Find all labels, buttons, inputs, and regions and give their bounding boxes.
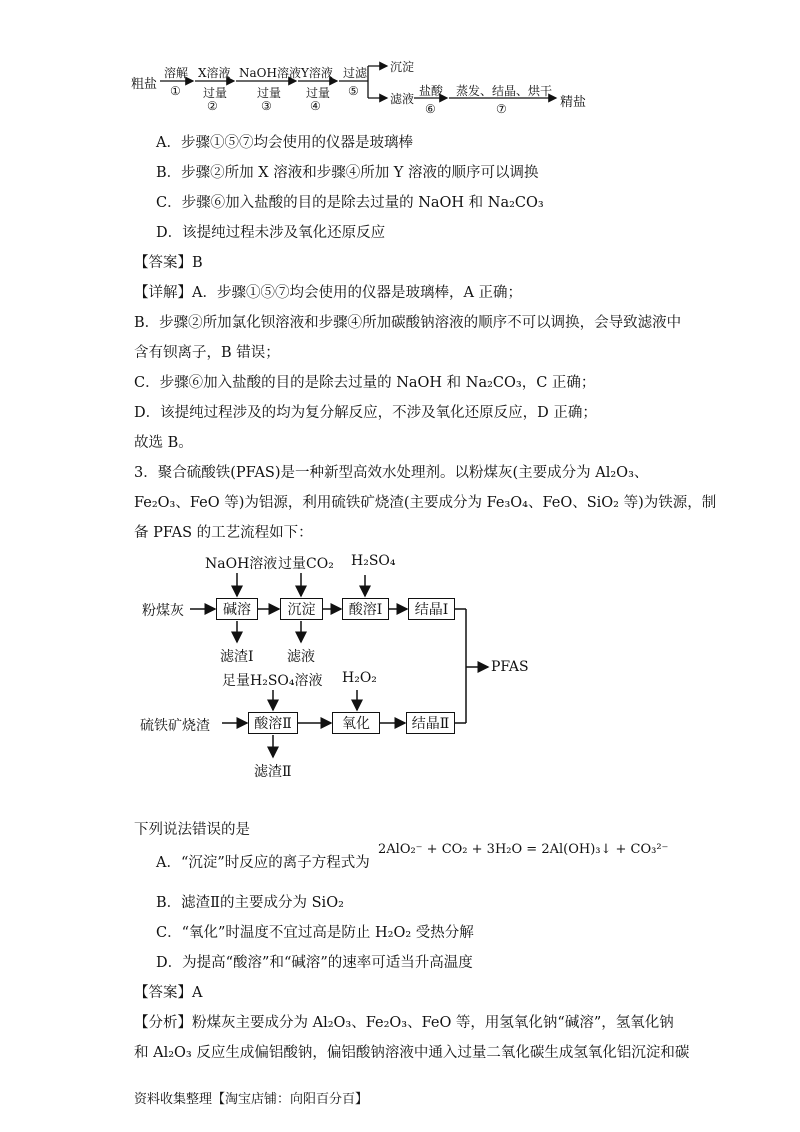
flow1-step2-mid: 过量 [203,86,228,100]
q3-option-d: D．为提高“酸溶”和“碱溶”的速率可适当升高温度 [156,955,473,971]
flow1-step4-mid: 过量 [306,86,331,100]
q3-analysis-1: 【分析】粉煤灰主要成分为 Al₂O₃、Fe₂O₃、FeO 等，用氢氧化钠“碱溶”，氢氧化钠 [134,1015,674,1031]
flow1-step7-num: ⑦ [496,102,507,116]
q3-option-b: B．滤渣Ⅱ的主要成分为 SiO₂ [156,895,344,911]
q3-option-a-equation: 2AlO₂⁻ + CO₂ + 3H₂O = 2Al(OH)₃↓ + CO₃²⁻ [378,842,669,857]
q3-answer: 【答案】A [134,985,203,1001]
flow1-step7-top: 蒸发、结晶、烘干 [456,84,553,98]
page-footer: 资料收集整理【淘宝店铺：向阳百分百】 [134,1092,369,1107]
q2-option-b: B．步骤②所加 X 溶液和步骤④所加 Y 溶液的顺序可以调换 [156,165,539,181]
flow1-step3-top: NaOH溶液 [239,66,301,80]
flow1-step4-top: Y溶液 [301,66,333,80]
q2-detail-5: D．该提纯过程涉及的均为复分解反应，不涉及氧化还原反应，D 正确； [134,405,597,421]
q3-prompt: 下列说法错误的是 [134,822,250,838]
q3-option-c: C．“氧化”时温度不宜过高是防止 H₂O₂ 受热分解 [156,925,474,941]
flow1-start: 粗盐 [131,77,158,92]
product-pfas: PFAS [491,659,529,675]
box-oxidize: 氧化 [332,712,380,734]
q2-detail-2: B．步骤②所加氯化钡溶液和步骤④所加碳酸钠溶液的顺序不可以调换，会导致滤液中 [134,315,682,331]
reagent-h2o2: H₂O₂ [342,670,377,686]
box-acid-dissolve-2: 酸溶Ⅱ [248,712,298,734]
q3-stem-2: Fe₂O₃、FeO 等)为铝源，利用硫铁矿烧渣(主要成分为 Fe₃O₄、FeO、SiO₂ 等)为铁源，制 [134,495,717,511]
q3-analysis-2: 和 Al₂O₃ 反应生成偏铝酸钠，偏铝酸钠溶液中通入过量二氧化碳生成氢氧化铝沉淀和碳 [134,1045,690,1061]
q2-detail-4: C．步骤⑥加入盐酸的目的是除去过量的 NaOH 和 Na₂CO₃，C 正确； [134,375,596,391]
flow1-filtrate: 滤液 [390,92,415,106]
box-alkali-dissolve: 碱溶 [216,598,258,620]
pfas-flow-diagram [0,545,800,790]
salt-flow-diagram [0,0,800,130]
q2-option-c: C．步骤⑥加入盐酸的目的是除去过量的 NaOH 和 Na₂CO₃ [156,195,544,211]
q2-option-d: D．该提纯过程未涉及氧化还原反应 [156,225,386,241]
q2-option-a: A．步骤①⑤⑦均会使用的仪器是玻璃棒 [156,135,413,151]
output-residue-2: 滤渣Ⅱ [254,764,292,780]
output-residue-1: 滤渣Ⅰ [220,649,254,665]
reagent-co2: 过量CO₂ [278,556,334,572]
reagent-naoh: NaOH溶液 [205,556,278,572]
q3-option-a [156,853,370,873]
flow1-step2-top: X溶液 [198,66,231,80]
flow1-step5-num: ⑤ [348,84,359,98]
flow1-step2-num: ② [207,99,218,113]
q3-stem-1: 3．聚合硫酸铁(PFAS)是一种新型高效水处理剂。以粉煤灰(主要成分为 Al₂O₃、 [134,465,649,481]
flow1-step1-top: 溶解 [164,66,189,80]
flow1-step4-num: ④ [310,99,321,113]
output-filtrate: 滤液 [287,649,315,665]
flow1-step3-mid: 过量 [257,86,282,100]
flow1-step6-num: ⑥ [425,102,436,116]
q2-answer: 【答案】B [134,255,203,271]
reagent-excess-h2so4: 足量H₂SO₄溶液 [222,673,323,689]
q2-detail-3: 含有钡离子，B 错误； [134,345,280,361]
input-fly-ash: 粉煤灰 [142,603,184,619]
flow1-step3-num: ③ [261,99,272,113]
box-precipitate: 沉淀 [280,598,323,620]
reagent-h2so4: H₂SO₄ [351,553,396,569]
box-crystallize-2: 结晶Ⅱ [406,712,455,734]
q2-detail-6: 故选 B。 [134,435,193,451]
pfas-flow-arrows [0,545,800,790]
input-pyrite-cinder: 硫铁矿烧渣 [140,718,210,734]
q2-detail-1: 【详解】A．步骤①⑤⑦均会使用的仪器是玻璃棒，A 正确； [134,285,523,301]
box-crystallize-1: 结晶Ⅰ [408,598,455,620]
flow1-step1-num: ① [170,84,181,98]
q3-option-a-text: A．“沉淀”时反应的离子方程式为 [156,855,370,871]
box-acid-dissolve-1: 酸溶Ⅰ [342,598,389,620]
flow1-precipitate: 沉淀 [390,60,415,74]
q3-stem-3: 备 PFAS 的工艺流程如下： [134,525,313,541]
flow1-end: 精盐 [560,95,587,110]
flow1-step5-top: 过滤 [343,66,368,80]
flow1-step6-top: 盐酸 [419,84,444,98]
